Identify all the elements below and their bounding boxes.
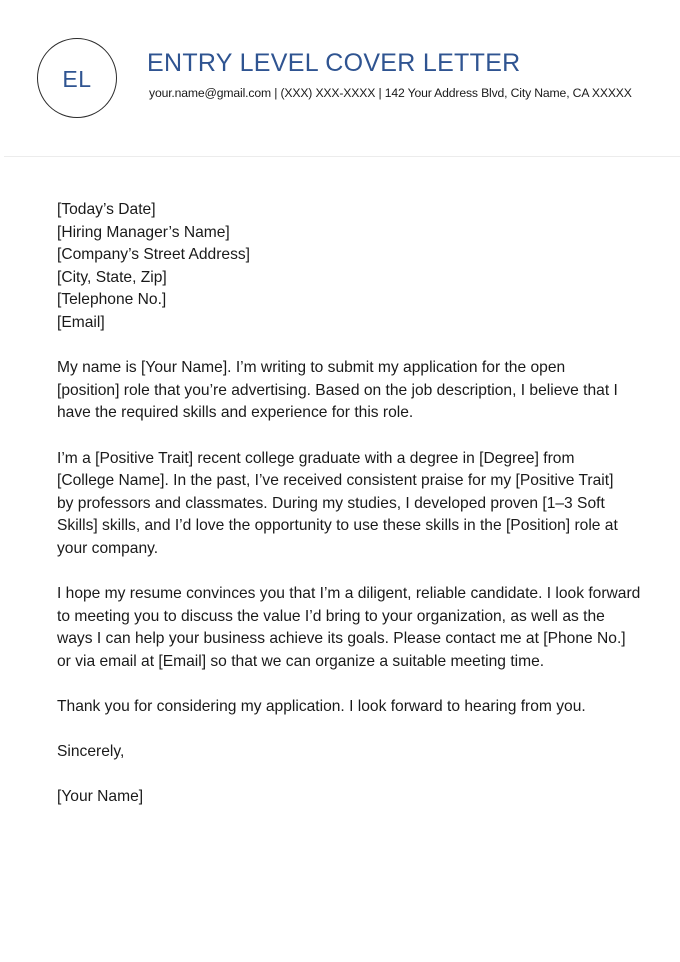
header-divider	[4, 156, 680, 157]
address-line-street: [Company’s Street Address]	[57, 246, 250, 264]
document-title: ENTRY LEVEL COVER LETTER	[147, 49, 521, 77]
signature-name: [Your Name]	[57, 788, 144, 806]
paragraph-introduction: My name is [Your Name]. I’m writing to submit my application for the open [position] role that you’re advertising. Based on the job description, I believe that I have the required skills and experience for this role.	[57, 359, 618, 422]
paragraph-qualifications: I’m a [Positive Trait] recent college graduate with a degree in [Degree] from [College Name]. In the past, I’ve received consistent praise for my [Positive Trait] by professors and classmates. During my studies, I developed proven [1–3 Soft Skills] skills, and I’d love the opportunity to use these skills in the [Position] role at your company.	[57, 449, 618, 557]
paragraph-call-to-action: I hope my resume convinces you that I’m a diligent, reliable candidate. I look forward to meeting you to discuss the value I’d bring to your organization, as well as the ways I can help your business achieve its goals. Please contact me at [Phone No.] or via email at [Email] so that we can organize a suitable meeting time.	[57, 585, 641, 670]
letter-body	[57, 199, 657, 809]
address-line-date: [Today’s Date]	[57, 201, 156, 218]
closing-salutation: Sincerely,	[57, 743, 125, 761]
address-line-city-state-zip: [City, State, Zip]	[57, 268, 167, 286]
address-line-email: [Email]	[57, 313, 105, 331]
letter-header	[0, 0, 680, 157]
paragraph-thanks: Thank you for considering my application. I look forward to hearing from you.	[57, 698, 586, 716]
recipient-address-block	[57, 199, 657, 335]
address-line-hiring-manager: [Hiring Manager’s Name]	[57, 223, 230, 241]
monogram-initials: EL	[62, 65, 92, 92]
monogram-badge	[37, 38, 117, 118]
address-line-telephone: [Telephone No.]	[57, 291, 167, 309]
contact-info: your.name@gmail.com | (XXX) XXX-XXXX | 142 Your Address Blvd, City Name, CA XXXXX	[149, 86, 632, 100]
